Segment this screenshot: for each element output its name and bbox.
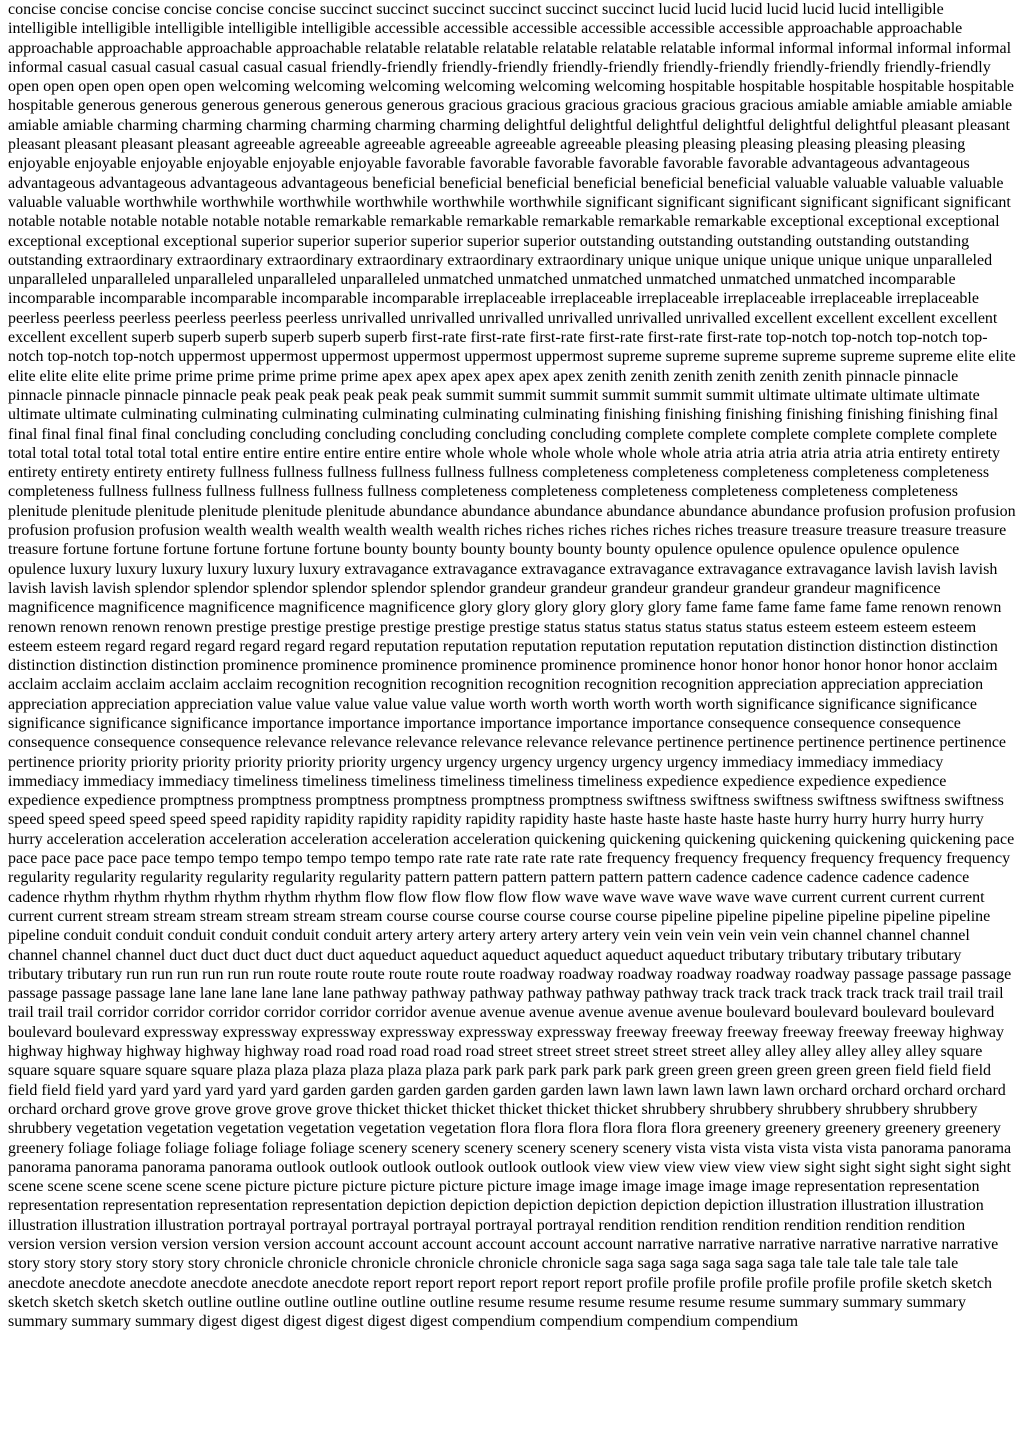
body-text: concise concise concise concise concise concise succinct succinct succinct succinct succinct succinct lucid lucid lucid lucid lucid lucid intelligible intelligible intelligible intelligible intelligible intelligible accessible accessible accessible accessible accessible accessible approachable approachable approachable approachable approachable approachable relatable relatable relatable relatable relatable relatable informal informal informal informal informal informal casual casual casual casual casual casual friendly-friendly friendly-friendly friendly-friendly friendly-friendly friendly-friendly friendly-friendly open open open open open open welcoming welcoming welcoming welcoming welcoming welcoming hospitable hospitable hospitable hospitable hospitable hospitable generous generous generous generous generous generous gracious gracious gracious gracious gracious gracious amiable amiable amiable amiable amiable amiable charming charming charming charming charming charming delightful delightful delightful delightful delightful delightful pleasant pleasant pleasant pleasant pleasant pleasant agreeable agreeable agreeable agreeable agreeable agreeable pleasing pleasing pleasing pleasing pleasing pleasing enjoyable enjoyable enjoyable enjoyable enjoyable enjoyable favorable favorable favorable favorable favorable favorable advantageous advantageous advantageous advantageous advantageous advantageous beneficial beneficial beneficial beneficial beneficial beneficial valuable valuable valuable valuable valuable valuable worthwhile worthwhile worthwhile worthwhile worthwhile worthwhile significant significant significant significant significant significant notable notable notable notable notable notable remarkable remarkable remarkable remarkable remarkable remarkable exceptional exceptional exceptional exceptional exceptional exceptional superior superior superior superior superior superior outstanding outstanding outstanding outstanding outstanding outstanding extraordinary extraordinary extraordinary extraordinary extraordinary extraordinary unique unique unique unique unique unique unparalleled unparalleled unparalleled unparalleled unparalleled unparalleled unmatched unmatched unmatched unmatched unmatched unmatched incomparable incomparable incomparable incomparable incomparable incomparable irreplaceable irreplaceable irreplaceable irreplaceable irreplaceable irreplaceable peerless peerless peerless peerless peerless peerless unrivalled unrivalled unrivalled unrivalled unrivalled unrivalled excellent excellent excellent excellent excellent excellent superb superb superb superb superb superb first-rate first-rate first-rate first-rate first-rate first-rate top-notch top-notch top-notch top-notch top-notch top-notch uppermost uppermost uppermost uppermost uppermost uppermost supreme supreme supreme supreme supreme supreme elite elite elite elite elite elite prime prime prime prime prime prime apex apex apex apex apex apex zenith zenith zenith zenith zenith zenith pinnacle pinnacle pinnacle pinnacle pinnacle pinnacle peak peak peak peak peak peak summit summit summit summit summit summit ultimate ultimate ultimate ultimate ultimate ultimate culminating culminating culminating culminating culminating culminating finishing finishing finishing finishing finishing finishing final final final final final final concluding concluding concluding concluding concluding concluding complete complete complete complete complete complete total total total total total total entire entire entire entire entire entire whole whole whole whole whole whole atria atria atria atria atria atria entirety entirety entirety entirety entirety entirety fullness fullness fullness fullness fullness fullness completeness completeness completeness completeness completeness completeness fullness fullness fullness fullness fullness fullness completeness completeness completeness completeness completeness completeness plenitude plenitude plenitude plenitude plenitude plenitude abundance abundance abundance abundance abundance abundance profusion profusion profusion profusion profusion profusion wealth wealth wealth wealth wealth wealth riches riches riches riches riches riches treasure treasure treasure treasure treasure treasure fortune fortune fortune fortune fortune fortune bounty bounty bounty bounty bounty bounty opulence opulence opulence opulence opulence opulence luxury luxury luxury luxury luxury luxury extravagance extravagance extravagance extravagance extravagance extravagance lavish lavish lavish lavish lavish lavish splendor splendor splendor splendor splendor splendor grandeur grandeur grandeur grandeur grandeur grandeur magnificence magnificence magnificence magnificence magnificence magnificence glory glory glory glory glory glory fame fame fame fame fame fame renown renown renown renown renown renown prestige prestige prestige prestige prestige prestige status status status status status status esteem esteem esteem esteem esteem esteem regard regard regard regard regard regard reputation reputation reputation reputation reputation reputation distinction distinction distinction distinction distinction distinction prominence prominence prominence prominence prominence prominence honor honor honor honor honor honor acclaim acclaim acclaim acclaim acclaim acclaim recognition recognition recognition recognition recognition recognition appreciation appreciation appreciation appreciation appreciation appreciation value value value value value value worth worth worth worth worth worth significance significance significance significance significance significance importance importance importance importance importance importance consequence consequence consequence consequence consequence consequence relevance relevance relevance relevance relevance relevance pertinence pertinence pertinence pertinence pertinence pertinence priority priority priority priority priority priority urgency urgency urgency urgency urgency urgency immediacy immediacy immediacy immediacy immediacy immediacy timeliness timeliness timeliness timeliness timeliness timeliness expedience expedience expedience expedience expedience expedience promptness promptness promptness promptness promptness promptness swiftness swiftness swiftness swiftness swiftness swiftness speed speed speed speed speed speed rapidity rapidity rapidity rapidity rapidity rapidity haste haste haste haste haste haste hurry hurry hurry hurry hurry hurry acceleration acceleration acceleration acceleration acceleration acceleration quickening quickening quickening quickening quickening quickening pace pace pace pace pace pace tempo tempo tempo tempo tempo tempo rate rate rate rate rate rate frequency frequency frequency frequency frequency frequency regularity regularity regularity regularity regularity regularity pattern pattern pattern pattern pattern pattern cadence cadence cadence cadence cadence cadence rhythm rhythm rhythm rhythm rhythm rhythm flow flow flow flow flow flow wave wave wave wave wave wave current current current current current current stream stream stream stream stream stream course course course course course course pipeline pipeline pipeline pipeline pipeline pipeline pipeline conduit conduit conduit conduit conduit conduit artery artery artery artery artery artery vein vein vein vein vein vein channel channel channel channel channel channel duct duct duct duct duct duct aqueduct aqueduct aqueduct aqueduct aqueduct aqueduct tributary tributary tributary tributary tributary tributary run run run run run run route route route route route route roadway roadway roadway roadway roadway roadway passage passage passage passage passage passage lane lane lane lane lane lane pathway pathway pathway pathway pathway pathway track track track track track track trail trail trail trail trail trail corridor corridor corridor corridor corridor corridor avenue avenue avenue avenue avenue avenue boulevard boulevard boulevard boulevard boulevard boulevard expressway expressway expressway expressway expressway expressway freeway freeway freeway freeway freeway freeway highway highway highway highway highway highway road road road road road road street street street street street street alley alley alley alley alley alley square square square square square square plaza plaza plaza plaza plaza plaza park park park park park park green green green green green green field field field field field field yard yard yard yard yard yard garden garden garden garden garden garden lawn lawn lawn lawn lawn lawn orchard orchard orchard orchard orchard orchard grove grove grove grove grove grove thicket thicket thicket thicket thicket thicket shrubbery shrubbery shrubbery shrubbery shrubbery shrubbery vegetation vegetation vegetation vegetation vegetation vegetation flora flora flora flora flora flora greenery greenery greenery greenery greenery greenery foliage foliage foliage foliage foliage foliage scenery scenery scenery scenery scenery scenery vista vista vista vista vista vista panorama panorama panorama panorama panorama panorama outlook outlook outlook outlook outlook outlook view view view view view view sight sight sight sight sight sight scene scene scene scene scene scene picture picture picture picture picture picture image image image image image image representation representation representation representation representation representation depiction depiction depiction depiction depiction depiction illustration illustration illustration illustration illustration illustration portrayal portrayal portrayal portrayal portrayal portrayal rendition rendition rendition rendition rendition rendition version version version version version version account account account account account account narrative narrative narrative narrative narrative narrative story story story story story story chronicle chronicle chronicle chronicle chronicle chronicle saga saga saga saga saga saga tale tale tale tale tale tale anecdote anecdote anecdote anecdote anecdote anecdote report report report report report report profile profile profile profile profile profile sketch sketch sketch sketch sketch sketch outline outline outline outline outline outline resume resume resume resume resume resume summary summary summary summary summary summary digest digest digest digest digest digest compendium compendium compendium compendium: [8, 1, 1016, 1331]
